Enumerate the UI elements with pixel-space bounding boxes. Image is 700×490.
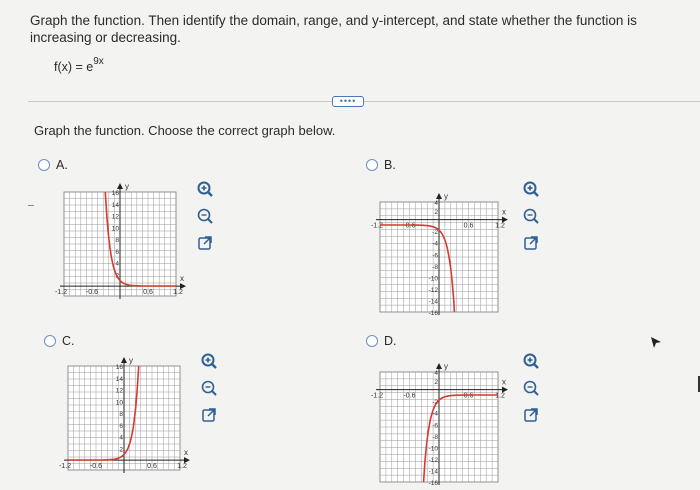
zoom-out-icon[interactable] xyxy=(200,379,218,397)
y-tick-label: -6 xyxy=(432,252,438,260)
x-tick-label: 0.6 xyxy=(463,222,474,230)
side-marker xyxy=(28,205,34,206)
y-axis-arrow xyxy=(436,193,442,199)
y-tick-label: -4 xyxy=(432,240,438,248)
option-b-radio[interactable] xyxy=(366,159,378,171)
y-tick-label: 4 xyxy=(434,200,438,207)
function-formula xyxy=(54,58,104,74)
x-tick-label: -1.2 xyxy=(370,222,384,230)
y-tick-label: 6 xyxy=(115,248,119,256)
y-axis-label: y xyxy=(129,356,133,365)
zoom-out-icon[interactable] xyxy=(522,379,540,397)
y-tick-label: 16 xyxy=(115,364,123,371)
zoom-out-icon[interactable] xyxy=(196,207,214,225)
y-tick-label: -16 xyxy=(428,310,438,317)
x-tick-label: 0.6 xyxy=(143,289,153,297)
zoom-out-icon[interactable] xyxy=(522,207,540,225)
y-tick-label: -10 xyxy=(428,445,438,453)
expand-icon[interactable] xyxy=(196,234,214,252)
x-axis-label: x xyxy=(502,377,506,387)
y-tick-label: -14 xyxy=(428,298,438,306)
x-tick-label: -1.2 xyxy=(58,463,72,471)
option-c-tools xyxy=(200,352,220,433)
y-tick-label: 8 xyxy=(119,411,123,419)
x-tick-label: 1.2 xyxy=(495,222,505,230)
option-a-label: A. xyxy=(56,158,68,172)
option-a-radio[interactable] xyxy=(38,159,50,171)
y-tick-label: 4 xyxy=(434,370,438,377)
question-text: Graph the function. Then identify the domain, range, and y-intercept, and state whether the function is increasing or decreasing. xyxy=(30,13,637,45)
x-tick-label: 1.2 xyxy=(177,463,187,471)
expand-icon[interactable] xyxy=(522,234,540,252)
y-tick-label: 2 xyxy=(115,272,119,280)
option-b-label: B. xyxy=(384,158,396,172)
y-tick-label: -2 xyxy=(432,399,438,407)
y-axis-arrow xyxy=(121,357,127,363)
y-tick-label: -8 xyxy=(432,433,438,441)
option-a[interactable] xyxy=(38,158,68,172)
formula-exponent: 9x xyxy=(93,56,104,67)
x-tick-label: 1.2 xyxy=(173,289,183,297)
y-axis-label: y xyxy=(444,192,448,201)
option-d-tools xyxy=(522,352,542,433)
y-tick-label: -2 xyxy=(432,229,438,237)
option-a-tools xyxy=(196,180,216,261)
zoom-in-icon[interactable] xyxy=(522,180,540,198)
y-tick-label: 14 xyxy=(111,201,119,209)
y-axis-arrow xyxy=(436,363,442,369)
y-tick-label: -6 xyxy=(432,422,438,430)
option-b-tools xyxy=(522,180,542,261)
zoom-in-icon[interactable] xyxy=(196,180,214,198)
x-axis-label: x xyxy=(180,274,184,284)
option-d-graph xyxy=(368,352,520,488)
option-d[interactable] xyxy=(366,334,397,348)
y-tick-label: 16 xyxy=(111,190,119,197)
y-tick-label: 2 xyxy=(119,446,123,454)
zoom-in-icon[interactable] xyxy=(200,352,218,370)
x-axis-label: x xyxy=(184,448,188,458)
option-c-graph xyxy=(58,352,200,488)
y-tick-label: -12 xyxy=(428,456,438,464)
mouse-cursor-icon xyxy=(650,336,662,350)
y-tick-label: -10 xyxy=(428,275,438,283)
option-b-graph xyxy=(368,178,520,318)
option-c[interactable] xyxy=(44,334,75,348)
y-tick-label: 12 xyxy=(115,387,123,395)
y-tick-label: -4 xyxy=(432,410,438,418)
y-tick-label: -8 xyxy=(432,263,438,271)
x-axis-label: x xyxy=(502,207,506,217)
option-d-label: D. xyxy=(384,334,397,348)
x-tick-label: -1.2 xyxy=(370,392,384,400)
section-divider xyxy=(28,101,700,102)
expand-icon[interactable] xyxy=(522,406,540,424)
x-tick-label: 1.2 xyxy=(495,392,505,400)
more-button[interactable]: •••• xyxy=(332,96,364,107)
y-tick-label: 2 xyxy=(434,208,438,216)
option-c-label: C. xyxy=(62,334,75,348)
y-tick-label: 12 xyxy=(111,213,119,221)
y-tick-label: 10 xyxy=(111,225,119,233)
y-tick-label: 4 xyxy=(115,260,119,268)
x-tick-label: -0.6 xyxy=(403,222,416,230)
x-tick-label: 0.6 xyxy=(147,463,157,471)
x-tick-label: -0.6 xyxy=(403,392,416,400)
y-tick-label: 6 xyxy=(119,422,123,430)
x-tick-label: -1.2 xyxy=(54,289,68,297)
option-b[interactable] xyxy=(366,158,396,172)
expand-icon[interactable] xyxy=(200,406,218,424)
option-a-graph xyxy=(54,178,196,314)
y-tick-label: 8 xyxy=(115,237,119,245)
instruction-text: Graph the function. Choose the correct graph below. xyxy=(34,123,336,138)
zoom-in-icon[interactable] xyxy=(522,352,540,370)
x-tick-label: -0.6 xyxy=(85,289,99,297)
formula-base: f(x) = e xyxy=(54,60,94,75)
y-tick-label: -14 xyxy=(428,468,438,476)
y-tick-label: 10 xyxy=(115,399,123,407)
y-tick-label: -16 xyxy=(428,480,438,487)
y-tick-label: 2 xyxy=(434,378,438,386)
y-axis-label: y xyxy=(125,182,129,191)
y-axis-label: y xyxy=(444,362,448,371)
x-tick-label: -0.6 xyxy=(89,463,103,471)
y-axis-arrow xyxy=(117,183,123,189)
y-tick-label: -12 xyxy=(428,286,438,294)
option-d-radio[interactable] xyxy=(366,335,378,347)
option-c-radio[interactable] xyxy=(44,335,56,347)
x-tick-label: 0.6 xyxy=(463,392,474,400)
y-tick-label: 4 xyxy=(119,434,123,442)
y-tick-label: 14 xyxy=(115,375,123,383)
